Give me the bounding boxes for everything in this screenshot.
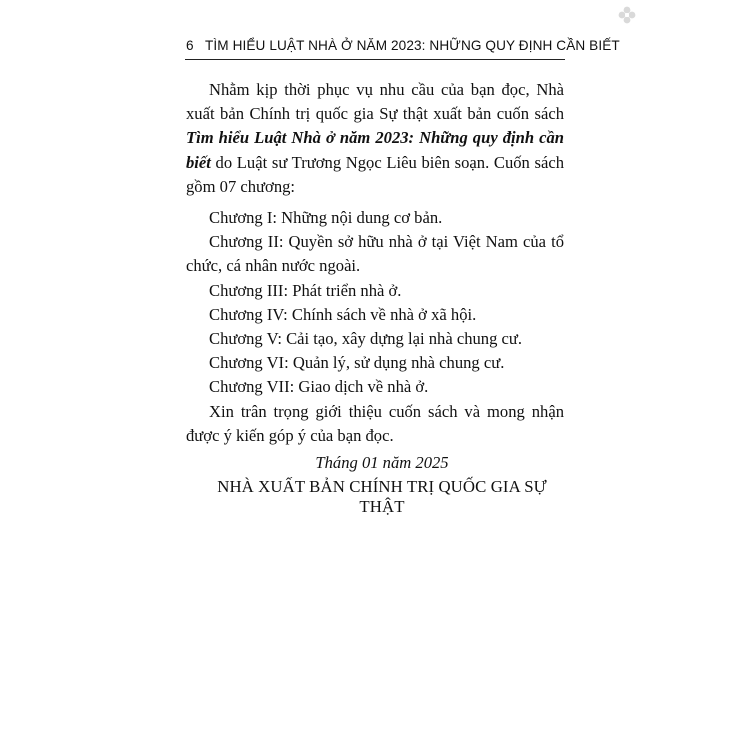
chapter-item: Chương VI: Quản lý, sử dụng nhà chung cư.	[209, 353, 505, 373]
intro-text-1: Nhằm kịp thời phục vụ nhu cầu của bạn đọc, Nhà xuất bản Chính trị quốc gia Sự thật xuất bản cuốn sách	[186, 80, 564, 124]
publisher-name: NHÀ XUẤT BẢN CHÍNH TRỊ QUỐC GIA SỰ THẬT	[217, 477, 547, 516]
running-title: TÌM HIỂU LUẬT NHÀ Ở NĂM 2023: NHỮNG QUY ĐỊNH CẦN BIẾT	[205, 38, 620, 53]
intro-text-2: do Luật sư Trương Ngọc Liêu biên soạn. Cuốn sách gồm 07 chương:	[186, 152, 564, 196]
chapter-item: Chương I: Những nội dung cơ bản.	[209, 208, 443, 228]
signature-date: Tháng 01 năm 2025	[315, 453, 449, 472]
flower-icon	[617, 5, 637, 25]
chapter-item: Chương VII: Giao dịch về nhà ở.	[209, 377, 429, 397]
closing-paragraph: Xin trân trọng giới thiệu cuốn sách và mong nhận được ý kiến góp ý của bạn đọc.	[186, 401, 564, 445]
running-header	[186, 38, 620, 60]
chapter-item: Chương IV: Chính sách về nhà ở xã hội.	[209, 304, 477, 324]
body-text	[186, 78, 564, 448]
chapter-item: Chương V: Cải tạo, xây dựng lại nhà chung cư.	[209, 329, 523, 349]
intro-paragraph	[186, 78, 564, 199]
chapter-item: Chương III: Phát triển nhà ở.	[209, 280, 402, 300]
page-number: 6	[186, 38, 194, 53]
chapter-item: Chương II: Quyền sở hữu nhà ở tại Việt Nam của tổ chức, cá nhân nước ngoài.	[186, 232, 564, 276]
book-title: Tìm hiểu Luật Nhà ở năm 2023: Những quy định cần biết	[186, 128, 564, 172]
header-divider	[185, 59, 565, 60]
